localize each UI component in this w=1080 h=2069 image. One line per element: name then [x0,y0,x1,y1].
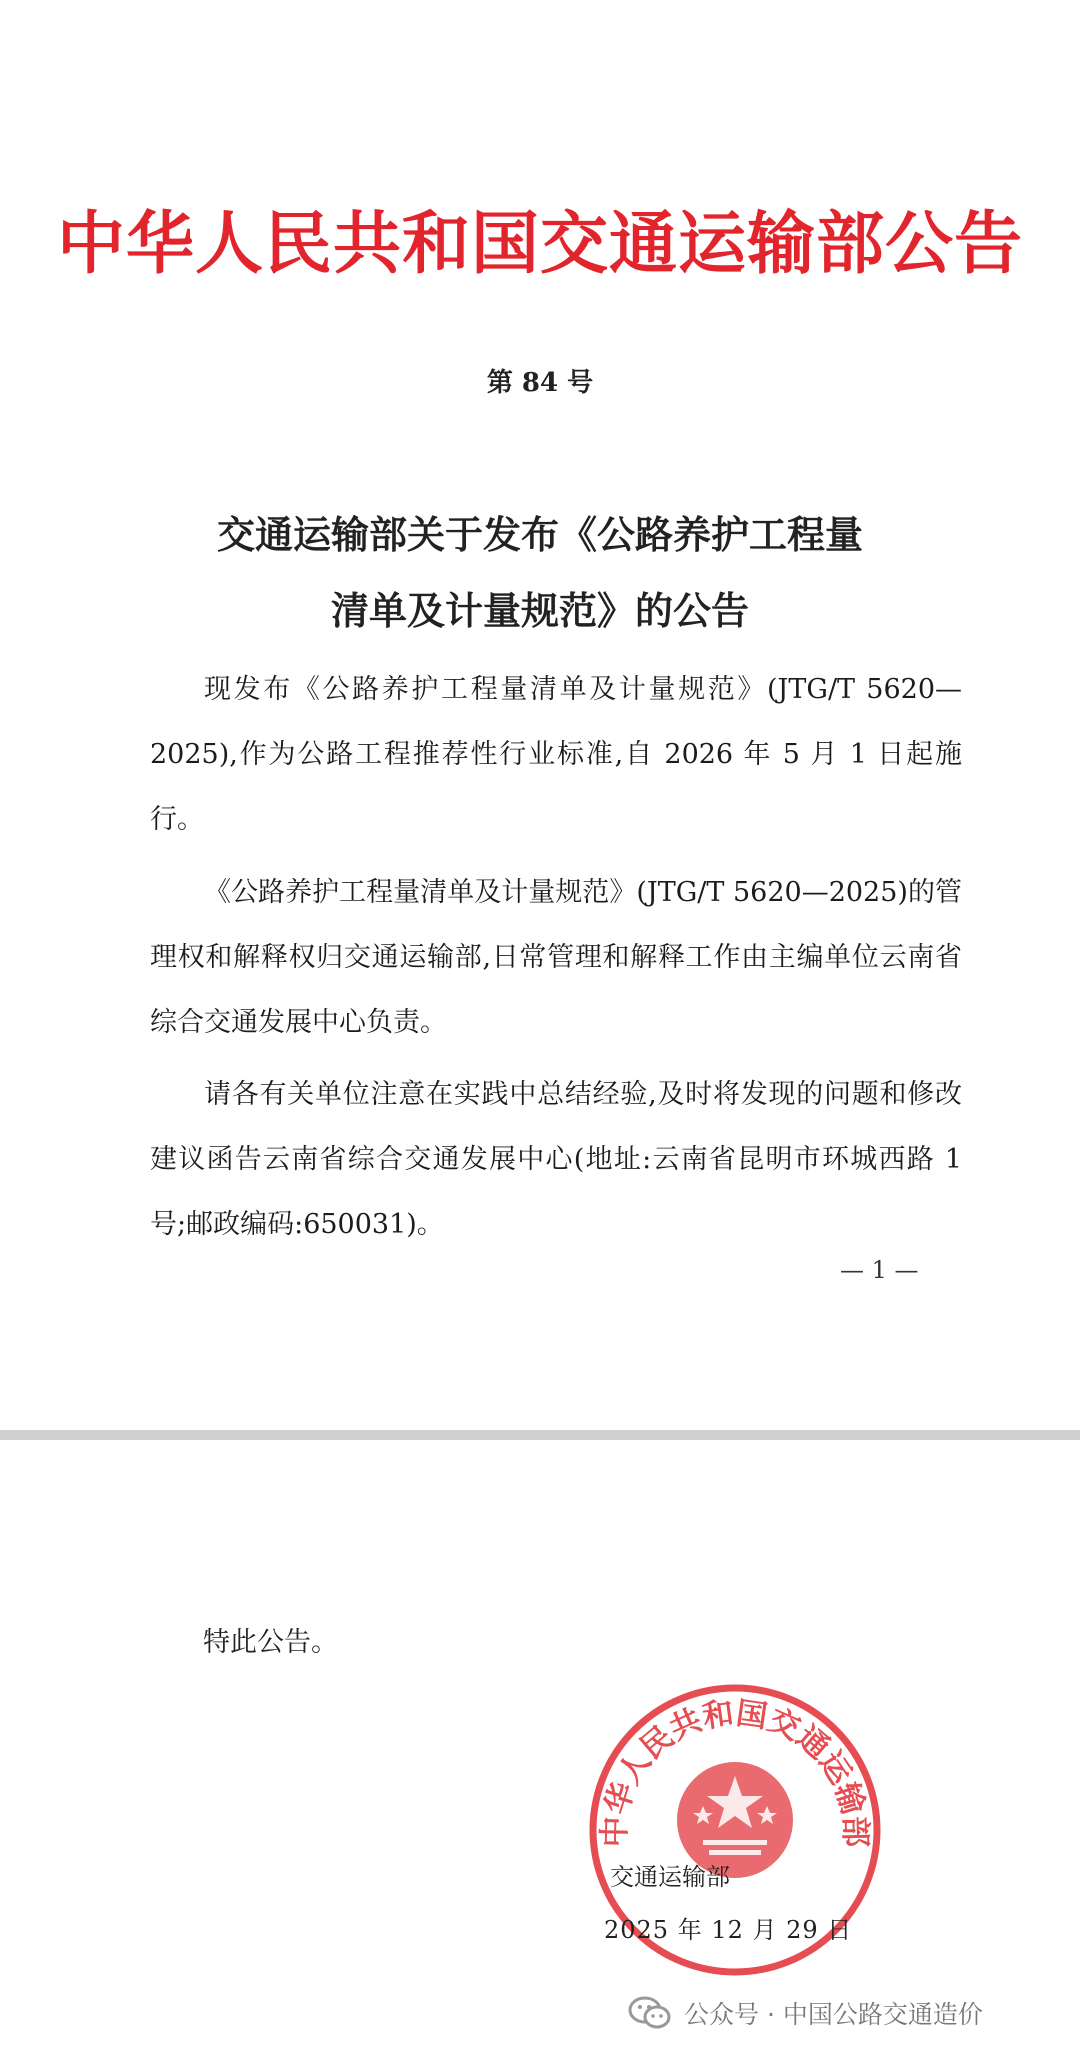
body-paragraph-2: 《公路养护工程量清单及计量规范》(JTG/T 5620—2025)的管理权和解释权归交通运输部,日常管理和解释工作由主编单位云南省综合交通发展中心负责。 [150,877,962,1038]
signature-organization: 交通运输部 [610,1863,730,1891]
seal-text: 中华人民共和国交通运输部 [596,1695,874,1848]
page-number: — 1 — [840,1256,919,1284]
title-line-2: 清单及计量规范》的公告 [330,589,749,633]
footer-text: 公众号 · 中国公路交通造价 [684,2000,983,2029]
body-paragraph-3: 请各有关单位注意在实践中总结经验,及时将发现的问题和修改建议函告云南省综合交通发展中心(地址:云南省昆明市环城西路 1 号;邮政编码:650031)。 [150,1079,962,1240]
document-page-2 [0,1440,1080,2069]
document-number: 第 84 号 [486,368,594,398]
document-title [0,497,1080,649]
wechat-icon [628,1995,672,2031]
closing-statement: 特此公告。 [203,1627,338,1658]
header-title: 中华人民共和国交通运输部公告 [56,204,1023,284]
title-line-1: 交通运输部关于发布《公路养护工程量 [216,513,863,557]
wechat-footer [628,1995,983,2031]
page-divider [0,1430,1080,1440]
signature-date: 2025 年 12 月 29 日 [604,1916,853,1944]
body-paragraph-1: 现发布《公路养护工程量清单及计量规范》(JTG/T 5620—2025),作为公路工程推荐性行业标准,自 2026 年 5 月 1 日起施行。 [150,674,962,835]
